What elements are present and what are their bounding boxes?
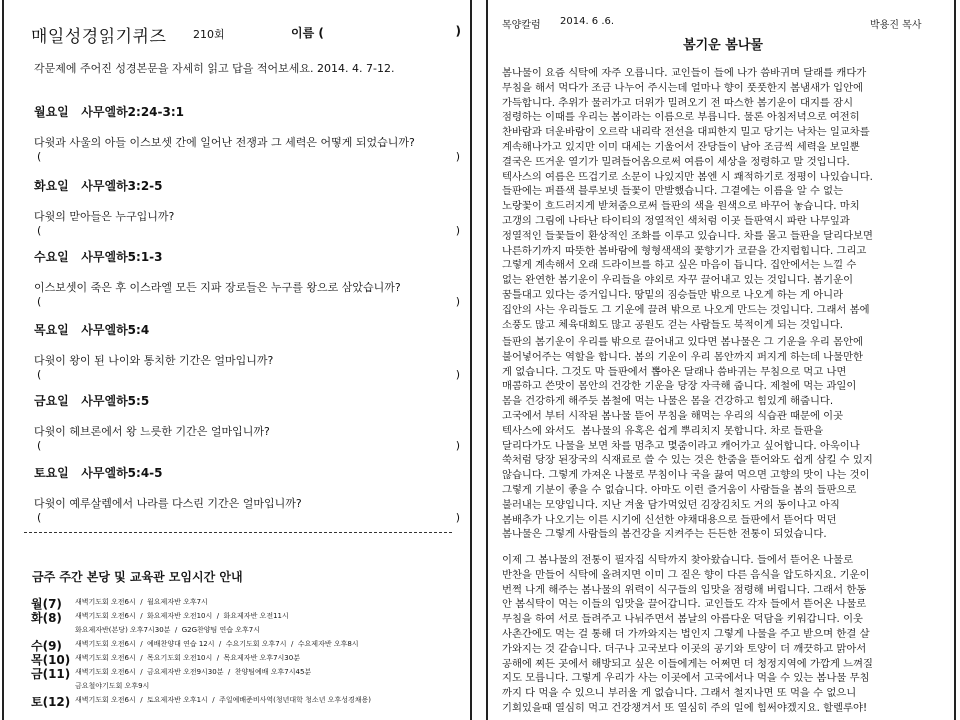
name-field-close: ) [455, 24, 461, 38]
answer-close-paren: ) [455, 150, 460, 163]
answer-close-paren: ) [455, 368, 460, 381]
answer-close-paren: ) [455, 224, 460, 237]
schedule-day: 금(11) [31, 667, 71, 681]
day-title: 수요일 사무엘하5:1-3 [34, 250, 163, 264]
question-text: 다윗과 사울의 아들 이스보셋 간에 일어난 전쟁과 그 세력은 어떻게 되었습니까? [34, 136, 415, 149]
answer-field[interactable] [34, 511, 464, 525]
question-text: 이스보셋이 죽은 후 이스라엘 모든 지파 장로들은 누구를 왕으로 삼았습니까? [34, 281, 401, 294]
column-date: 2014. 6 .6. [560, 16, 615, 27]
quiz-title: 매일성경읽기퀴즈 [31, 27, 167, 47]
schedule-list [31, 596, 471, 708]
schedule-text: 새벽기도회 오전6시 / 금요제자반 오전9시30분 / 찬양팀예배 오후7시45분 [75, 668, 312, 676]
schedule-title: 금주 주간 본당 및 교육관 모임시간 안내 [32, 570, 243, 584]
schedule-row [31, 596, 471, 610]
column-label: 목양칼럼 [502, 20, 541, 31]
schedule-row [31, 694, 471, 708]
answer-close-paren: ) [455, 295, 460, 308]
day-title: 월요일 사무엘하2:24-3:1 [34, 105, 185, 119]
question-text: 다윗이 헤브론에서 왕 느릇한 기간은 얼마입니까? [34, 425, 270, 438]
answer-field[interactable] [34, 439, 464, 453]
schedule-day: 월(7) [31, 597, 62, 611]
schedule-text: 금요철야기도회 오후9시 [75, 682, 150, 690]
page-gap [472, 0, 486, 720]
day-block-friday [34, 392, 464, 453]
column-paragraph: 봄나물이 요즘 식탁에 자주 오릅니다. 교인들이 들에 나가 씀바귀며 달래를 캐다가 무침을 해서 먹다가 조금 나누어 주시는데 얼마나 향이 풋풋한지 봄냄새가 입안에 가득합니다. 추위가 물러가고 더위가 밀려오기 전 따스한 봄기운이 대지를 잠시 점령하는 이때를 우리는 봄이라는 이름으로 부릅니다. 물론 아침저녁으로 여전히 찬바람과 더운바람이 오르락 내리락 전선을 대피한지 밀고 당기는 낙차는 일교차를 계속해나가고 있지만 이미 대세는 기울어서 잔당들이 남아 조금씩 세력을 보일뿐 결국은 뜨거운 열기가 밀려들어옴으로써 여름이 세상을 정령하고 말 것입니다. 텍사스의 여름은 뜨겁기로 소문이 나있지만 봄엔 시 쾌적하기로 정평이 나있습니다. 들판에는 퍼플색 블루보넷 들꽃이 만발했습니다. 그곁에는 이름을 알 수 없는 노랑꽃이 흐드러지게 받쳐줌으로써 들판의 색을 원색으로 바꾸어 놓습니다. 마치 고갱의 그림에 나타난 타이티의 정열적인 색처럼 이곳 들판역시 파란 나무잎과 정열적인 들꽃들이 환상적인 조화를 이루고 있습니다. 차를 몰고 들판을 달리다보면 나른하기까지 따뜻한 봄바람에 형형색색의 꽃향기가 코끝을 간지럽힙니다. 그리고 그렇게 계속해서 오래 드라이브를 하고 싶은 마음이 듭니다. 집안에서는 느낄 수 없는 완연한 봄기운이 우리들을 야외로 자꾸 끌어내고 있는 것입니다. 봄기운이 꿈틀대고 있다는 증거입니다. 땅밑의 짐승들만 밖으로 나오게 하는 게 아니라 집안의 사는 우리들도 그 기운에 끌려 밖으로 나오게 만드는 것입니다. 그래서 봄에 소풍도 많고 체육대회도 많고 공원도 걷는 사람들도 북적이게 되는 것입니다. [502, 67, 873, 331]
column-page [486, 0, 956, 720]
answer-open-paren: ( [37, 150, 42, 163]
schedule-row [31, 624, 471, 638]
quiz-round: 210회 [193, 28, 225, 41]
day-block-wednesday [34, 248, 464, 309]
column-paragraph: 들판의 봄기운이 우리를 밖으로 끌어내고 있다면 봄나물은 그 기운을 우리 몸안에 불어넣어주는 역할을 합니다. 봄의 기운이 우리 몸안까지 퍼지게 하는데 나물만한 게 없습니다. 그것도 막 들판에서 뽑아온 달래나 씀바귀는 무침으로 먹고 나면 매콤하고 쓴맛이 몸안의 건강한 기운을 당장 자극해 줍니다. 제철에 먹는 과일이 몸을 건강하게 해주듯 봄철에 먹는 나물은 몸을 건강하고 힘있게 해줍니다. 고국에서 부터 시작된 봄나물 뜯어 무침을 해먹는 우리의 식습관 때문에 이곳 텍사스에 와서도 봄나물의 유혹은 쉽게 뿌리치지 못합니다. 차로 들판을 달리다가도 나물을 보면 차를 멈추고 몇줌이라고 캐어가고 싶어합니다. 아욱이나 쑥처럼 당장 된장국의 식재료로 쓸 수 있는 것은 한줌을 뜯어와도 쉽게 삼킬 수 있지 않습니다. 그렇게 가져온 나물로 무침이나 국을 끓여 먹으면 고향의 맛이 나는 것이 그렇게 기분이 좋을 수 없습니다. 아마도 이런 즐거움이 사람들을 봄의 들판으로 불러내는 모양입니다. 지난 겨울 담가먹었던 김장김치도 거의 동이나고 아직 봄배추가 나오기는 이른 시기에 신선한 야채대용으로 들판에서 뜯어다 먹던 봄나물은 그렇게 사람들의 봄건강을 지켜주는 든든한 전통이 되었습니다. [502, 336, 873, 541]
schedule-text: 새벽기도회 오전6시 / 화요제자반 오전10시 / 화요제자반 오전11시 [75, 612, 289, 620]
answer-close-paren: ) [455, 511, 460, 524]
schedule-day: 화(8) [31, 611, 62, 625]
quiz-instruction: 각문제에 주어진 성경본문을 자세히 읽고 답을 적어보세요. 2014. 4. 7-12. [34, 62, 395, 75]
day-title: 토요일 사무엘하5:4-5 [34, 466, 163, 480]
cut-line-divider [24, 532, 452, 533]
answer-field[interactable] [34, 224, 464, 238]
schedule-row [31, 610, 471, 624]
day-title: 금요일 사무엘하5:5 [34, 394, 150, 408]
day-block-saturday [34, 464, 464, 525]
schedule-text: 새벽기도회 오전6시 / 예배찬양대 연습 12시 / 수요기도회 오후7시 / 수요제자반 오후8시 [75, 640, 359, 648]
schedule-text: 새벽기도회 오전6시 / 목요기도회 오전10시 / 목요제자반 오후7시30분 [75, 654, 300, 662]
schedule-row [31, 638, 471, 652]
column-author: 박용진 목사 [870, 20, 922, 31]
answer-field[interactable] [34, 150, 464, 164]
answer-open-paren: ( [37, 511, 42, 524]
schedule-day: 목(10) [31, 653, 71, 667]
quiz-header [31, 22, 461, 46]
answer-open-paren: ( [37, 224, 42, 237]
answer-open-paren: ( [37, 439, 42, 452]
question-text: 다윗이 왕이 된 나이와 통치한 기간은 얼마입니까? [34, 354, 274, 367]
question-text: 다윗이 예루살렘에서 나라를 다스린 기간은 얼마입니까? [34, 497, 302, 510]
day-block-thursday [34, 321, 464, 382]
day-title: 목요일 사무엘하5:4 [34, 323, 150, 337]
quiz-page [2, 0, 472, 720]
answer-close-paren: ) [455, 439, 460, 452]
day-block-monday [34, 103, 464, 164]
day-title: 화요일 사무엘하3:2-5 [34, 179, 163, 193]
answer-field[interactable] [34, 295, 464, 309]
question-text: 다윗의 맏아들은 누구입니까? [34, 210, 175, 223]
schedule-row [31, 652, 471, 666]
column-title: 봄기운 봄나물 [683, 38, 763, 53]
answer-open-paren: ( [37, 295, 42, 308]
name-label: 이름 ( [291, 26, 324, 40]
schedule-text: 새벽기도회 오전6시 / 월요제자반 오후7시 [75, 598, 208, 606]
schedule-day: 토(12) [31, 695, 71, 709]
schedule-day: 수(9) [31, 639, 62, 653]
day-block-tuesday [34, 177, 464, 238]
schedule-row [31, 680, 471, 694]
schedule-text: 새벽기도회 오전6시 / 토요제자반 오후1시 / 주일예배준비사역(청년대학 청소년 오후성경채용) [75, 696, 371, 704]
schedule-row [31, 666, 471, 680]
answer-field[interactable] [34, 368, 464, 382]
column-paragraph: 이제 그 봄나물의 전통이 필자집 식탁까지 찾아왔습니다. 들에서 뜯어온 나물로 반찬을 만들어 식탁에 올려지면 이미 그 짙은 향이 다른 음식을 압도하지요. 기운이 번쩍 나게 해주는 봄나물의 위력이 식구들의 입맛을 점령해 버립니다. 그래서 한동 안 봄식탁이 먹는 이들의 입맛을 끌어갑니다. 교인들도 각자 들에서 뜯어온 나물로 무침을 하여 서로 들려주고 나눠주면서 봄날의 아름다운 덕담을 키워갑니다. 이웃 사촌간에도 먹는 걸 통해 더 가까와지는 법인지 그렇게 나물을 주고 받으며 한결 살 가와지는 것 같습니다. 더구나 고국보다 이곳의 공기와 토양이 더 깨끗하고 맑아서 공해에 찌든 곳에서 해방되고 싶은 이들에게는 어쩌면 더 청정지역에 가깝게 느껴질 지도 모릅니다. 그렇게 우리가 사는 이곳에서 고국에서나 먹을 수 있는 봄나물 무침 까지 다 먹을 수 있으니 부러울 게 없습니다. 그래서 철지나면 또 먹을 수 없으니 기회있을때 열심히 먹고 건강챙겨서 또 열심히 주의 일에 힘써야겠지요. 할렐루야! [502, 554, 873, 714]
answer-open-paren: ( [37, 368, 42, 381]
schedule-text: 화요제자반(본당) 오후7시30분 / G2G찬양팀 연습 오후7시 [75, 626, 260, 634]
